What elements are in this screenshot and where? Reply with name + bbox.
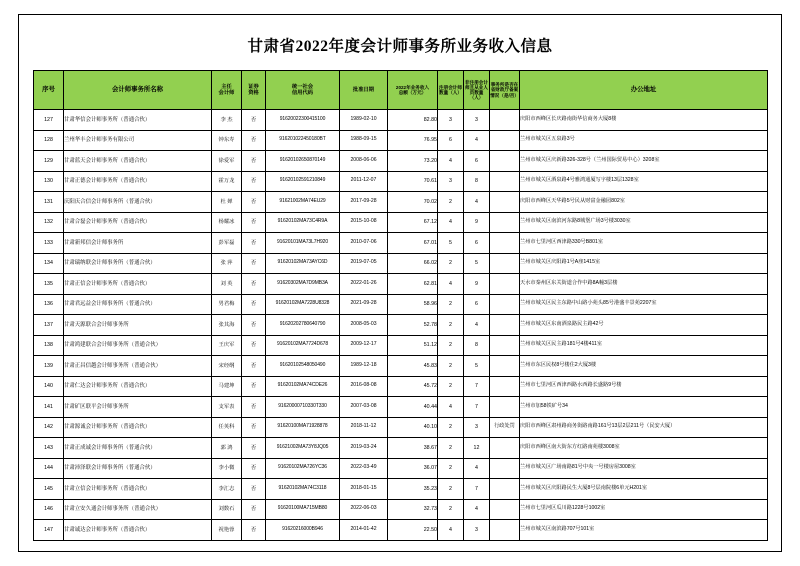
cell-noncpa-count: 8 xyxy=(464,335,490,356)
cell-index: 145 xyxy=(34,479,64,500)
cell-securities-qualification: 否 xyxy=(242,479,266,500)
cell-office-address: 兰州市城关区南滨路707号101室 xyxy=(520,520,768,541)
cell-revenue: 38.67 xyxy=(388,438,438,459)
cell-director: 刘 英 xyxy=(212,274,242,295)
cell-director: 宋经纲 xyxy=(212,356,242,377)
cell-revenue: 73.20 xyxy=(388,151,438,172)
col-header-director: 主任 会计师 xyxy=(212,71,242,110)
cell-filing-status xyxy=(490,458,520,479)
cell-noncpa-count: 4 xyxy=(464,315,490,336)
cell-credit-code: 91620100MA715MB80 xyxy=(266,499,340,520)
cell-office-address: 兰州市七里河区西津路330号B801室 xyxy=(520,233,768,254)
cell-noncpa-count: 7 xyxy=(464,479,490,500)
cell-director: 杜 婵 xyxy=(212,192,242,213)
cell-credit-code: 916201022450180BT xyxy=(266,130,340,151)
col-header-noncpa-count: 非注册会计师且从业人员数量（人） xyxy=(464,71,490,110)
cell-office-address: 兰州市城关区广场南路81号中央一号楼房屋3008室 xyxy=(520,458,768,479)
cell-revenue: 58.96 xyxy=(388,294,438,315)
cell-director: 张 萍 xyxy=(212,253,242,274)
cell-credit-code: 91620000710330T330 xyxy=(266,397,340,418)
cell-filing-status xyxy=(490,479,520,500)
table-body xyxy=(34,110,768,541)
cell-index: 143 xyxy=(34,438,64,459)
cell-director: 张其海 xyxy=(212,315,242,336)
cell-index: 137 xyxy=(34,315,64,336)
cell-approval-date: 1989-02-10 xyxy=(340,110,388,131)
cell-noncpa-count: 3 xyxy=(464,417,490,438)
cell-director: 钟东寿 xyxy=(212,130,242,151)
cell-firm-name: 甘肃新邦信会计师事务所 xyxy=(64,233,212,254)
cell-approval-date: 2022-03-49 xyxy=(340,458,388,479)
cell-securities-qualification: 否 xyxy=(242,171,266,192)
table-row xyxy=(34,233,768,254)
cell-noncpa-count: 5 xyxy=(464,253,490,274)
cell-credit-code: 91620202780640790 xyxy=(266,315,340,336)
cell-director: 李汇志 xyxy=(212,479,242,500)
cell-revenue: 76.95 xyxy=(388,130,438,151)
cell-credit-code: 91620022300415100 xyxy=(266,110,340,131)
cell-noncpa-count: 3 xyxy=(464,520,490,541)
cell-cpa-count: 2 xyxy=(438,356,464,377)
cell-director: 李小微 xyxy=(212,458,242,479)
table-row xyxy=(34,171,768,192)
cell-credit-code: 91620102MA726YC36 xyxy=(266,458,340,479)
cell-index: 139 xyxy=(34,356,64,377)
cell-revenue: 45.72 xyxy=(388,376,438,397)
cell-approval-date: 2008-06-06 xyxy=(340,151,388,172)
cell-revenue: 67.01 xyxy=(388,233,438,254)
cell-credit-code: 91620102MA7724D678 xyxy=(266,335,340,356)
cell-firm-name: 甘肃源诚会计师事务所（普通合伙） xyxy=(64,417,212,438)
cell-index: 128 xyxy=(34,130,64,151)
cell-director: 徐爱军 xyxy=(212,151,242,172)
table-row xyxy=(34,520,768,541)
cell-director: 彭军磊 xyxy=(212,233,242,254)
cell-noncpa-count: 4 xyxy=(464,499,490,520)
cell-credit-code: 91620102MA73C4R9A xyxy=(266,212,340,233)
cell-securities-qualification: 否 xyxy=(242,294,266,315)
cell-index: 147 xyxy=(34,520,64,541)
cell-securities-qualification: 否 xyxy=(242,315,266,336)
cell-approval-date: 2014-01-42 xyxy=(340,520,388,541)
cell-noncpa-count: 6 xyxy=(464,294,490,315)
cell-noncpa-count: 6 xyxy=(464,151,490,172)
cell-firm-name: 甘肃立安久通会计师事务所（普通合伙） xyxy=(64,499,212,520)
cell-credit-code: 91620102MA7228U8328 xyxy=(266,294,340,315)
table-row xyxy=(34,356,768,377)
cell-office-address: 庆阳市西峰区肃州路商务街路南路161号13层2层211号（民安大厦） xyxy=(520,417,768,438)
cell-office-address: 兰州市城关区东南酒泉路民主路42号 xyxy=(520,315,768,336)
cell-approval-date: 2009-12-17 xyxy=(340,335,388,356)
firm-revenue-table xyxy=(33,70,768,541)
cell-noncpa-count: 7 xyxy=(464,376,490,397)
cell-firm-name: 甘肃正成诚会计师事务所（普通合伙） xyxy=(64,438,212,459)
cell-cpa-count: 2 xyxy=(438,438,464,459)
cell-securities-qualification: 否 xyxy=(242,274,266,295)
cell-office-address: 兰州市城关区庆阳路1号A座1415室 xyxy=(520,253,768,274)
cell-cpa-count: 5 xyxy=(438,233,464,254)
cell-noncpa-count: 5 xyxy=(464,356,490,377)
cell-director: 马建坤 xyxy=(212,376,242,397)
cell-office-address: 兰州市城关区民主路181号4楼411室 xyxy=(520,335,768,356)
cell-approval-date: 2016-08-08 xyxy=(340,376,388,397)
cell-cpa-count: 2 xyxy=(438,315,464,336)
cell-credit-code: 91620100MA71928878 xyxy=(266,417,340,438)
table-row xyxy=(34,335,768,356)
cell-filing-status xyxy=(490,151,520,172)
cell-approval-date: 2018-01-15 xyxy=(340,479,388,500)
cell-director: 祝艳蓉 xyxy=(212,520,242,541)
cell-revenue: 45.83 xyxy=(388,356,438,377)
cell-filing-status xyxy=(490,233,520,254)
cell-index: 132 xyxy=(34,212,64,233)
cell-approval-date: 1988-09-15 xyxy=(340,130,388,151)
cell-cpa-count: 2 xyxy=(438,417,464,438)
cell-filing-status xyxy=(490,499,520,520)
cell-office-address: 兰州市加58铁矿号34 xyxy=(520,397,768,418)
cell-securities-qualification: 否 xyxy=(242,233,266,254)
cell-firm-name: 甘肃合磊会计师事务所（普通合伙） xyxy=(64,212,212,233)
cell-approval-date: 2011-12-07 xyxy=(340,171,388,192)
cell-noncpa-count: 9 xyxy=(464,274,490,295)
table-row xyxy=(34,110,768,131)
cell-credit-code: 91620216000B946 xyxy=(266,520,340,541)
cell-index: 138 xyxy=(34,335,64,356)
cell-office-address: 庆阳市西峰区长庆路南街华信商务大厦8楼 xyxy=(520,110,768,131)
cell-approval-date: 2019-07-05 xyxy=(340,253,388,274)
cell-securities-qualification: 否 xyxy=(242,130,266,151)
cell-firm-name: 甘肃仁达会计师事务所（普通合伙） xyxy=(64,376,212,397)
cell-filing-status xyxy=(490,315,520,336)
cell-cpa-count: 2 xyxy=(438,376,464,397)
cell-office-address: 兰州市城关区庆阳路民生大厦8号层南院楼6单元H201室 xyxy=(520,479,768,500)
cell-cpa-count: 2 xyxy=(438,192,464,213)
cell-cpa-count: 2 xyxy=(438,335,464,356)
cell-revenue: 62.81 xyxy=(388,274,438,295)
cell-filing-status: 行政处罚 xyxy=(490,417,520,438)
cell-revenue: 36.07 xyxy=(388,458,438,479)
cell-revenue: 40.44 xyxy=(388,397,438,418)
cell-approval-date: 1989-12-18 xyxy=(340,356,388,377)
revenue-table-container xyxy=(33,70,767,541)
cell-securities-qualification: 否 xyxy=(242,438,266,459)
col-header-filing-status: 事务所是否在省财政厅备案情况（是/否） xyxy=(490,71,520,110)
cell-director: 李 杰 xyxy=(212,110,242,131)
cell-revenue: 70.02 xyxy=(388,192,438,213)
cell-firm-name: 甘肃天源联合会计师事务所 xyxy=(64,315,212,336)
cell-credit-code: 91620101MA73L7H920 xyxy=(266,233,340,254)
cell-index: 129 xyxy=(34,151,64,172)
cell-credit-code: 91620102591210849 xyxy=(266,171,340,192)
cell-revenue: 52.78 xyxy=(388,315,438,336)
cell-securities-qualification: 否 xyxy=(242,192,266,213)
cell-office-address: 兰州市城关区南滨河东路8城堡广场3号楼3030室 xyxy=(520,212,768,233)
cell-cpa-count: 4 xyxy=(438,274,464,295)
cell-filing-status xyxy=(490,171,520,192)
cell-filing-status xyxy=(490,335,520,356)
table-row xyxy=(34,253,768,274)
cell-filing-status xyxy=(490,294,520,315)
table-row xyxy=(34,458,768,479)
cell-cpa-count: 4 xyxy=(438,212,464,233)
cell-filing-status xyxy=(490,130,520,151)
cell-approval-date: 2008-05-03 xyxy=(340,315,388,336)
cell-noncpa-count: 12 xyxy=(464,438,490,459)
cell-firm-name: 甘肃正昌信越会计师事务所（普通合伙） xyxy=(64,356,212,377)
cell-noncpa-count: 3 xyxy=(464,110,490,131)
cell-office-address: 兰州市东区民权8号楼住2大厦3楼 xyxy=(520,356,768,377)
table-row xyxy=(34,212,768,233)
cell-noncpa-count: 4 xyxy=(464,192,490,213)
col-header-firm-name: 会计师事务所名称 xyxy=(64,71,212,110)
cell-revenue: 82.80 xyxy=(388,110,438,131)
cell-credit-code: 91620102MA74C3118 xyxy=(266,479,340,500)
cell-approval-date: 2010-07-06 xyxy=(340,233,388,254)
cell-credit-code: 91621002MA74EU29 xyxy=(266,192,340,213)
cell-office-address: 兰州市城关区民主东路中山路小苑头85号港盛丰景苑2207室 xyxy=(520,294,768,315)
table-header xyxy=(34,71,768,110)
cell-revenue: 22.50 xyxy=(388,520,438,541)
cell-office-address: 兰州市城关区庆新路326-328号（兰州国际贸易中心）3208室 xyxy=(520,151,768,172)
cell-approval-date: 2015-10-08 xyxy=(340,212,388,233)
cell-filing-status xyxy=(490,110,520,131)
cell-noncpa-count: 8 xyxy=(464,171,490,192)
cell-cpa-count: 4 xyxy=(438,397,464,418)
cell-cpa-count: 2 xyxy=(438,253,464,274)
cell-filing-status xyxy=(490,192,520,213)
cell-securities-qualification: 否 xyxy=(242,253,266,274)
col-header-securities-qualification: 证券 资格 xyxy=(242,71,266,110)
cell-office-address: 天水市秦州区东关街道合作中路8A幢3层楼 xyxy=(520,274,768,295)
cell-credit-code: 91620102650870149 xyxy=(266,151,340,172)
cell-director: 郭 鸿 xyxy=(212,438,242,459)
cell-revenue: 66.02 xyxy=(388,253,438,274)
cell-filing-status xyxy=(490,376,520,397)
cell-firm-name: 甘肃蓝天会计师事务所（普通合伙） xyxy=(64,151,212,172)
cell-filing-status xyxy=(490,356,520,377)
table-row xyxy=(34,417,768,438)
cell-securities-qualification: 否 xyxy=(242,356,266,377)
cell-firm-name: 甘肃鸿建联合会计师事务所（普通合伙） xyxy=(64,335,212,356)
cell-index: 142 xyxy=(34,417,64,438)
cell-credit-code: 91620102MA73AYC6D xyxy=(266,253,340,274)
cell-cpa-count: 2 xyxy=(438,294,464,315)
col-header-approval-date: 批准日期 xyxy=(340,71,388,110)
cell-office-address: 兰州市七里河区西津西路水西路长盛路9号楼 xyxy=(520,376,768,397)
cell-firm-name: 甘肃矿区联平会计师事务所 xyxy=(64,397,212,418)
cell-firm-name: 庆阳庆合信会计师事务所（普通合伙） xyxy=(64,192,212,213)
cell-office-address: 兰州市城关区酒泉路4号雅鸿通厦写字楼13层1328室 xyxy=(520,171,768,192)
page-title: 甘肃省2022年度会计师事务所业务收入信息 xyxy=(247,38,553,55)
cell-filing-status xyxy=(490,212,520,233)
table-row xyxy=(34,151,768,172)
cell-securities-qualification: 否 xyxy=(242,110,266,131)
cell-approval-date: 2022-01-26 xyxy=(340,274,388,295)
cell-director: 霍万龙 xyxy=(212,171,242,192)
cell-credit-code: 91620102MA74CDE26 xyxy=(266,376,340,397)
cell-index: 135 xyxy=(34,274,64,295)
cell-credit-code: 91620302MA7D9MB3A xyxy=(266,274,340,295)
cell-filing-status xyxy=(490,253,520,274)
cell-noncpa-count: 4 xyxy=(464,458,490,479)
cell-cpa-count: 2 xyxy=(438,499,464,520)
table-row xyxy=(34,130,768,151)
cell-approval-date: 2007-03-08 xyxy=(340,397,388,418)
header-row xyxy=(34,71,768,110)
cell-office-address: 庆阳市西峰区天华路5号民从财富金融园802室 xyxy=(520,192,768,213)
col-header-office-address: 办公地址 xyxy=(520,71,768,110)
cell-credit-code: 91621002MA73Y8JQ05 xyxy=(266,438,340,459)
cell-firm-name: 甘肃瑞纳联会计师事务所（普通合伙） xyxy=(64,253,212,274)
cell-revenue: 35.23 xyxy=(388,479,438,500)
cell-director: 支军表 xyxy=(212,397,242,418)
col-header-cpa-count: 注册会计师数量（人） xyxy=(438,71,464,110)
col-header-credit-code: 统一社会 信用代码 xyxy=(266,71,340,110)
cell-index: 134 xyxy=(34,253,64,274)
cell-firm-name: 甘肃立信会计师事务所（普通合伙） xyxy=(64,479,212,500)
cell-credit-code: 91620102548050490 xyxy=(266,356,340,377)
cell-office-address: 庆阳市西峰区南大街东方红路南苑楼3008室 xyxy=(520,438,768,459)
col-header-index: 序号 xyxy=(34,71,64,110)
cell-approval-date: 2017-09-28 xyxy=(340,192,388,213)
table-row xyxy=(34,479,768,500)
cell-index: 136 xyxy=(34,294,64,315)
cell-filing-status xyxy=(490,397,520,418)
table-row xyxy=(34,315,768,336)
cell-index: 144 xyxy=(34,458,64,479)
table-row xyxy=(34,294,768,315)
cell-index: 130 xyxy=(34,171,64,192)
cell-revenue: 51.12 xyxy=(388,335,438,356)
cell-cpa-count: 4 xyxy=(438,520,464,541)
table-row xyxy=(34,274,768,295)
cell-director: 杨耀冰 xyxy=(212,212,242,233)
cell-index: 133 xyxy=(34,233,64,254)
cell-noncpa-count: 9 xyxy=(464,212,490,233)
cell-index: 127 xyxy=(34,110,64,131)
cell-firm-name: 甘肃正德会计师事务所（普通合伙） xyxy=(64,171,212,192)
cell-firm-name: 兰州华丰会计师事务有限公司 xyxy=(64,130,212,151)
cell-index: 146 xyxy=(34,499,64,520)
cell-filing-status xyxy=(490,274,520,295)
cell-securities-qualification: 否 xyxy=(242,499,266,520)
cell-approval-date: 2018-11-12 xyxy=(340,417,388,438)
cell-firm-name: 甘肃正信会计师事务所（普通合伙） xyxy=(64,274,212,295)
cell-securities-qualification: 否 xyxy=(242,151,266,172)
cell-revenue: 32.73 xyxy=(388,499,438,520)
cell-revenue: 67.12 xyxy=(388,212,438,233)
cell-approval-date: 2019-03-24 xyxy=(340,438,388,459)
table-row xyxy=(34,438,768,459)
cell-director: 刘数石 xyxy=(212,499,242,520)
cell-securities-qualification: 否 xyxy=(242,417,266,438)
cell-noncpa-count: 7 xyxy=(464,397,490,418)
table-row xyxy=(34,192,768,213)
cell-securities-qualification: 否 xyxy=(242,397,266,418)
cell-approval-date: 2021-09-28 xyxy=(340,294,388,315)
cell-noncpa-count: 4 xyxy=(464,130,490,151)
col-header-revenue: 2022年业务收入 总额（万元） xyxy=(388,71,438,110)
cell-revenue: 70.61 xyxy=(388,171,438,192)
cell-firm-name: 甘肃君远益会计师事务所（普通合伙） xyxy=(64,294,212,315)
cell-filing-status xyxy=(490,520,520,541)
cell-index: 141 xyxy=(34,397,64,418)
cell-firm-name: 甘肃沛泽联会计师事务所（普通合伙） xyxy=(64,458,212,479)
cell-cpa-count: 2 xyxy=(438,458,464,479)
cell-firm-name: 甘肃诚达会计师事务所（普通合伙） xyxy=(64,520,212,541)
cell-securities-qualification: 否 xyxy=(242,212,266,233)
cell-office-address: 兰州市城关区五泉路3号 xyxy=(520,130,768,151)
cell-revenue: 40.10 xyxy=(388,417,438,438)
table-row xyxy=(34,397,768,418)
cell-office-address: 兰州市七里河区瓜川路1228号1002室 xyxy=(520,499,768,520)
cell-index: 131 xyxy=(34,192,64,213)
cell-securities-qualification: 否 xyxy=(242,458,266,479)
cell-cpa-count: 3 xyxy=(438,110,464,131)
cell-director: 男君梅 xyxy=(212,294,242,315)
cell-approval-date: 2022-06-03 xyxy=(340,499,388,520)
cell-cpa-count: 4 xyxy=(438,151,464,172)
cell-cpa-count: 2 xyxy=(438,479,464,500)
cell-filing-status xyxy=(490,438,520,459)
table-row xyxy=(34,499,768,520)
cell-securities-qualification: 否 xyxy=(242,376,266,397)
cell-director: 王庆军 xyxy=(212,335,242,356)
cell-director: 任英科 xyxy=(212,417,242,438)
table-row xyxy=(34,376,768,397)
cell-cpa-count: 6 xyxy=(438,130,464,151)
cell-firm-name: 甘肃华信会计师事务所（普通合伙） xyxy=(64,110,212,131)
cell-cpa-count: 3 xyxy=(438,171,464,192)
cell-index: 140 xyxy=(34,376,64,397)
cell-securities-qualification: 否 xyxy=(242,520,266,541)
cell-securities-qualification: 否 xyxy=(242,335,266,356)
cell-noncpa-count: 6 xyxy=(464,233,490,254)
